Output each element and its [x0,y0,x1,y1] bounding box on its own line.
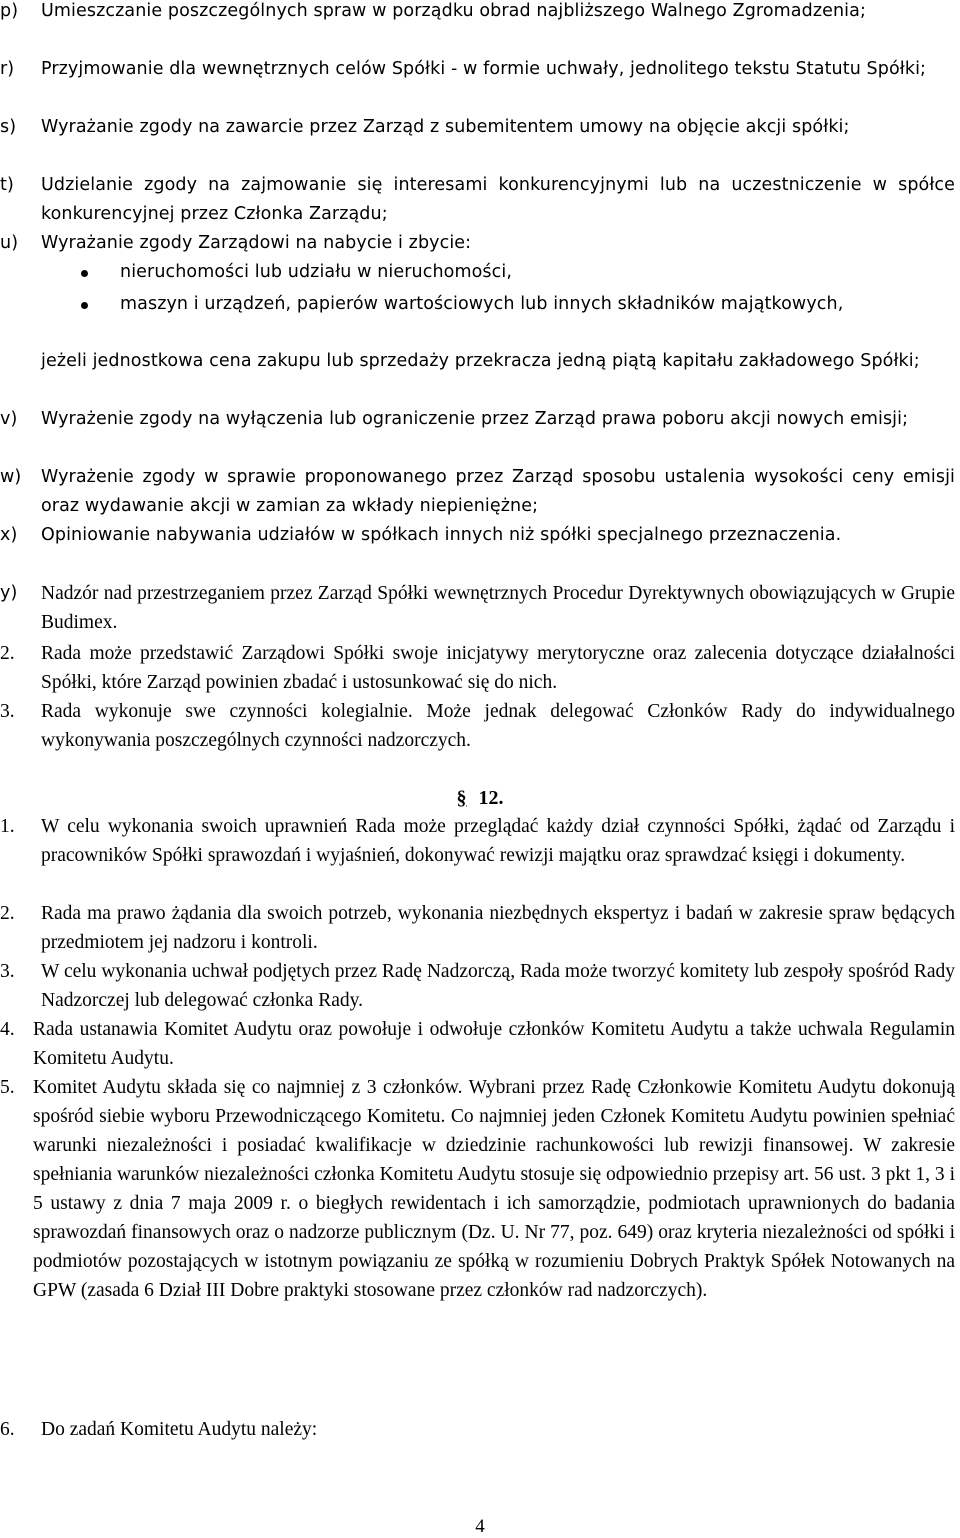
paragraph-point [0,1015,955,1073]
item-text: Nadzór nad przestrzeganiem przez Zarząd Spółki wewnętrznych Procedur Dyrektywnych obowiązujących w Grupie Budimex. [41,583,955,633]
list-item-t [0,171,955,229]
item-text: Opiniowanie nabywania udziałów w spółkach innych niż spółki specjalnego przeznaczenia. [41,525,842,545]
item-text: Udzielanie zgody na zajmowanie się interesami konkurencyjnymi lub na uczestniczenie w spółce konkurencyjnej przez Członka Zarządu; [41,175,955,224]
item-label: v) [0,409,18,429]
item-text: Wyrażanie zgody Zarządowi na nabycie i zbycie: [41,233,472,253]
bullet-text: maszyn i urządzeń, papierów wartościowych lub innych składników majątkowych, [120,294,844,314]
list-item-r [0,55,955,84]
point-text: Komitet Audytu składa się co najmniej z 3 członków. Wybrani przez Radę Członkowie Komitetu Audytu dokonują spośród siebie wyboru Przewodniczącego Komitetu. Co najmniej jeden Członek Komitetu Audytu powinien spełniać warunki niezależności i posiadać kwalifikacje w dziedzinie rachunkowości lub rewizji finansowej. W zakresie spełniania warunków niezależności członka Komitetu Audytu stosuje się odpowiednio przepisy art. 56 ust. 3 pkt 1, 3 i 5 ustawy z dnia 7 maja 2009 r. o biegłych rewidentach i ich samorządzie, podmiotach uprawnionych do badania sprawozdań finansowych oraz o nadzorze publicznym (Dz. U. Nr 77, poz. 649) oraz kryteria niezależności od spółki i podmiotów pozostających w istotnym powiązaniu ze spółką w rozumieniu Dobrych Praktyk Spółek Notowanych na GPW (zasada 6 Dział III Dobre praktyki stosowane przez członków rad nadzorczych). [33,1077,955,1301]
section-number: 12. [478,787,504,809]
point-label: 3. [0,701,15,722]
point-label: 1. [0,816,15,837]
item-text: Umieszczanie poszczególnych spraw w porządku obrad najbliższego Walnego Zgromadzenia; [41,1,866,21]
list-item-w [0,463,955,521]
paragraph-point [0,957,955,1015]
paragraph-sign: § [456,787,467,809]
list-item-p [0,0,955,26]
item-text: Wyrażenie zgody na wyłączenia lub ograniczenie przez Zarząd prawa poboru akcji nowych emisji; [41,409,909,429]
item-label: p) [0,1,19,21]
item-label: y) [0,583,18,603]
paragraph-point [0,1073,955,1305]
item-label: x) [0,525,18,545]
section-heading [0,784,960,813]
point-text: Rada ustanawia Komitet Audytu oraz powołuje i odwołuje członków Komitetu Audytu a także uchwala Regulamin Komitetu Audytu. [33,1019,955,1069]
list-item-u [0,229,955,258]
list-item-y [0,579,955,637]
paragraph-point [0,697,955,755]
item-label: r) [0,59,15,79]
point-label: 3. [0,961,15,982]
paragraph-point [0,812,955,870]
paragraph-point [0,899,955,957]
condition-text [41,347,955,376]
point-text: W celu wykonania swoich uprawnień Rada może przeglądać każdy dział czynności Spółki, żądać od Zarządu i pracowników Spółki sprawozdań i wyjaśnień, dokonywać rewizji majątku oraz sprawdzać księgi i dokumenty. [41,816,955,866]
list-item-v [0,405,955,434]
paragraph-point [0,639,955,697]
condition-text-body: jeżeli jednostkowa cena zakupu lub sprzedaży przekracza jedną piątą kapitału zakładowego Spółki; [41,351,920,371]
point-text: Do zadań Komitetu Audytu należy: [41,1419,318,1440]
item-label: w) [0,467,22,487]
bullet-item [120,290,955,319]
point-text: Rada może przedstawić Zarządowi Spółki swoje inicjatywy merytoryczne oraz zalecenia dotyczące działalności Spółki, które Zarząd powinien zbadać i ustosunkować się do nich. [41,643,955,693]
point-label: 5. [0,1077,15,1098]
bullet-icon [81,302,88,309]
list-item-x [0,521,955,550]
page-number: 4 [475,1516,485,1537]
item-text: Wyrażenie zgody w sprawie proponowanego przez Zarząd sposobu ustalenia wysokości ceny emisji oraz wydawanie akcji w zamian za wkłady niepieniężne; [41,467,955,516]
item-label: t) [0,175,14,195]
item-label: u) [0,233,19,253]
bullet-text: nieruchomości lub udziału w nieruchomości, [120,262,512,282]
item-text: Przyjmowanie dla wewnętrznych celów Spółki - w formie uchwały, jednolitego tekstu Statutu Spółki; [41,59,927,79]
item-label: s) [0,117,17,137]
point-text: Rada wykonuje swe czynności kolegialnie. Może jednak delegować Członków Rady do indywidualnego wykonywania poszczególnych czynności nadzorczych. [41,701,955,751]
point-label: 2. [0,903,15,924]
point-text: W celu wykonania uchwał podjętych przez Radę Nadzorczą, Rada może tworzyć komitety lub zespoły spośród Rady Nadzorczej lub delegować członka Rady. [41,961,955,1011]
list-item-s [0,113,955,142]
item-text: Wyrażanie zgody na zawarcie przez Zarząd z subemitentem umowy na objęcie akcji spółki; [41,117,850,137]
paragraph-point [0,1415,955,1444]
point-label: 6. [0,1419,15,1440]
point-text: Rada ma prawo żądania dla swoich potrzeb, wykonania niezbędnych ekspertyz i badań w zakresie spraw będących przedmiotem jej nadzoru i kontroli. [41,903,955,953]
point-label: 4. [0,1019,15,1040]
point-label: 2. [0,643,15,664]
bullet-icon [81,270,88,277]
bullet-item [120,258,955,287]
